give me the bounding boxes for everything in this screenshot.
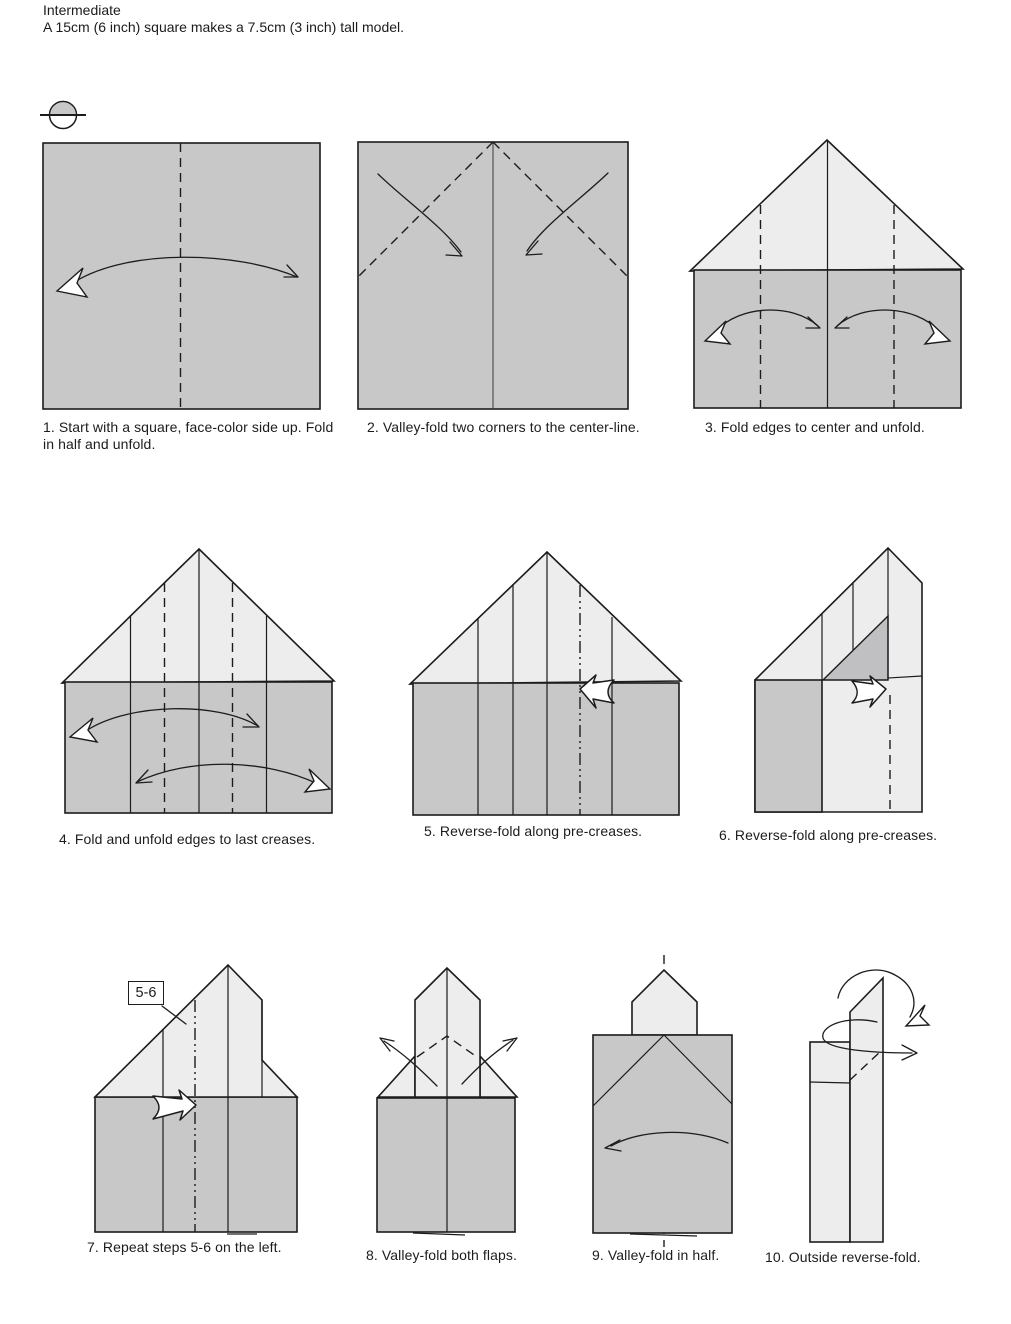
step-1-caption: 1. Start with a square, face-color side up. Fold in half and unfold. — [43, 419, 334, 452]
size-note: A 15cm (6 inch) square makes a 7.5cm (3 inch) tall model. — [43, 18, 405, 35]
step-1-diagram — [43, 143, 320, 409]
right-flap — [480, 1056, 517, 1097]
unfold-arrowhead — [906, 1005, 929, 1026]
step-8-caption: 8. Valley-fold both flaps. — [366, 1247, 517, 1263]
step-6-diagram — [755, 548, 922, 812]
step-6-caption: 6. Reverse-fold along pre-creases. — [719, 827, 938, 843]
step-2-caption: 2. Valley-fold two corners to the center-line. — [367, 419, 640, 435]
paper-shape-front — [95, 1097, 297, 1232]
layer-edge — [413, 1233, 465, 1235]
paper-shape-front — [755, 680, 822, 812]
paper-shape-back — [95, 965, 297, 1097]
step-7-caption: 7. Repeat steps 5-6 on the left. — [87, 1239, 282, 1255]
paper-shape-front — [593, 1035, 732, 1233]
step-5-diagram — [410, 552, 681, 815]
paper-shape-back — [62, 549, 334, 683]
step-10-diagram — [810, 970, 929, 1242]
paper-shape-front — [377, 1098, 515, 1232]
arrowhead — [503, 1038, 517, 1051]
step-4-diagram — [62, 549, 334, 813]
left-column — [810, 1042, 850, 1242]
right-column — [850, 978, 883, 1242]
repeat-steps-label: 5-6 — [128, 981, 164, 1005]
step-3-diagram — [690, 140, 963, 408]
paper-shape-back — [690, 140, 963, 271]
difficulty-level: Intermediate — [43, 2, 121, 18]
left-flap — [378, 1056, 415, 1097]
step-9-diagram — [593, 955, 732, 1247]
layer-edge — [630, 1234, 697, 1236]
step-5-caption: 5. Reverse-fold along pre-creases. — [424, 823, 643, 839]
tower-shape — [632, 970, 697, 1035]
arrowhead — [380, 1038, 394, 1051]
step-10-caption: 10. Outside reverse-fold. — [765, 1249, 921, 1265]
step-8-diagram — [377, 968, 517, 1235]
step-2-diagram — [358, 142, 628, 409]
paper-shape-back — [410, 552, 681, 684]
step-4-caption: 4. Fold and unfold edges to last creases. — [59, 831, 316, 847]
step-9-caption: 9. Valley-fold in half. — [592, 1247, 720, 1263]
paper-color-icon — [40, 102, 86, 129]
paper-shape — [413, 683, 679, 815]
step-7-diagram — [95, 965, 297, 1234]
step-3-caption: 3. Fold edges to center and unfold. — [705, 419, 925, 435]
